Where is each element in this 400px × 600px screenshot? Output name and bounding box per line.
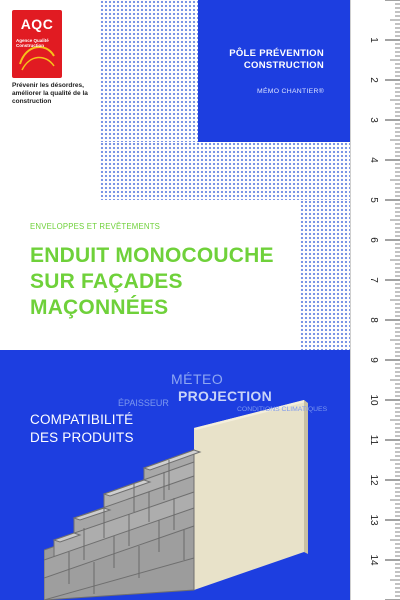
logo-subtitle: Agence Qualité Construction [16, 38, 49, 48]
tagline: Prévenir les désordres, améliorer la qualité de la construction [12, 82, 88, 105]
memo-label: MÉMO CHANTIER® [257, 88, 324, 95]
main-title-line2: SUR FAÇADES [30, 270, 183, 293]
ruler-label: 9 [368, 357, 379, 363]
ruler-label: 3 [368, 117, 379, 123]
ruler-label: 14 [368, 554, 379, 566]
pole-title-line2: CONSTRUCTION [243, 60, 324, 71]
ruler-label: 7 [368, 277, 379, 283]
keyword-epaisseur: ÉPAISSEUR [118, 398, 169, 408]
ruler-label: 5 [368, 197, 379, 203]
keyword-compat-line1: COMPATIBILITÉ [30, 412, 134, 427]
keyword-projection: PROJECTION [178, 388, 273, 404]
main-title [30, 243, 330, 321]
pattern-left [100, 0, 198, 142]
pole-title [198, 48, 324, 72]
keyword-compat-line2: DES PRODUITS [30, 430, 134, 445]
aqc-logo [12, 10, 62, 78]
keyword-compatibilite [30, 411, 190, 447]
ruler-label: 4 [368, 157, 379, 163]
ruler [350, 0, 400, 600]
ruler-scale [351, 0, 400, 600]
pole-title-line1: PÔLE PRÉVENTION [229, 48, 324, 59]
main-title-line3: MAÇONNÉES [30, 296, 169, 319]
ruler-label: 11 [368, 434, 379, 446]
keyword-conditions: CONDITIONS CLIMATIQUES [237, 406, 328, 413]
pattern-middle [100, 142, 350, 200]
ruler-label: 12 [368, 474, 379, 486]
main-title-line1: ENDUIT MONOCOUCHE [30, 244, 274, 267]
category-label: ENVELOPPES ET REVÊTEMENTS [30, 222, 161, 231]
ruler-label: 1 [368, 37, 379, 43]
keyword-meteo: MÉTEO [171, 371, 224, 387]
ruler-label: 6 [368, 237, 379, 243]
ruler-label: 8 [368, 317, 379, 323]
logo-brand: AQC [20, 16, 54, 32]
ruler-label: 10 [368, 394, 379, 406]
ruler-label: 13 [368, 514, 379, 526]
ruler-label: 2 [368, 77, 379, 83]
